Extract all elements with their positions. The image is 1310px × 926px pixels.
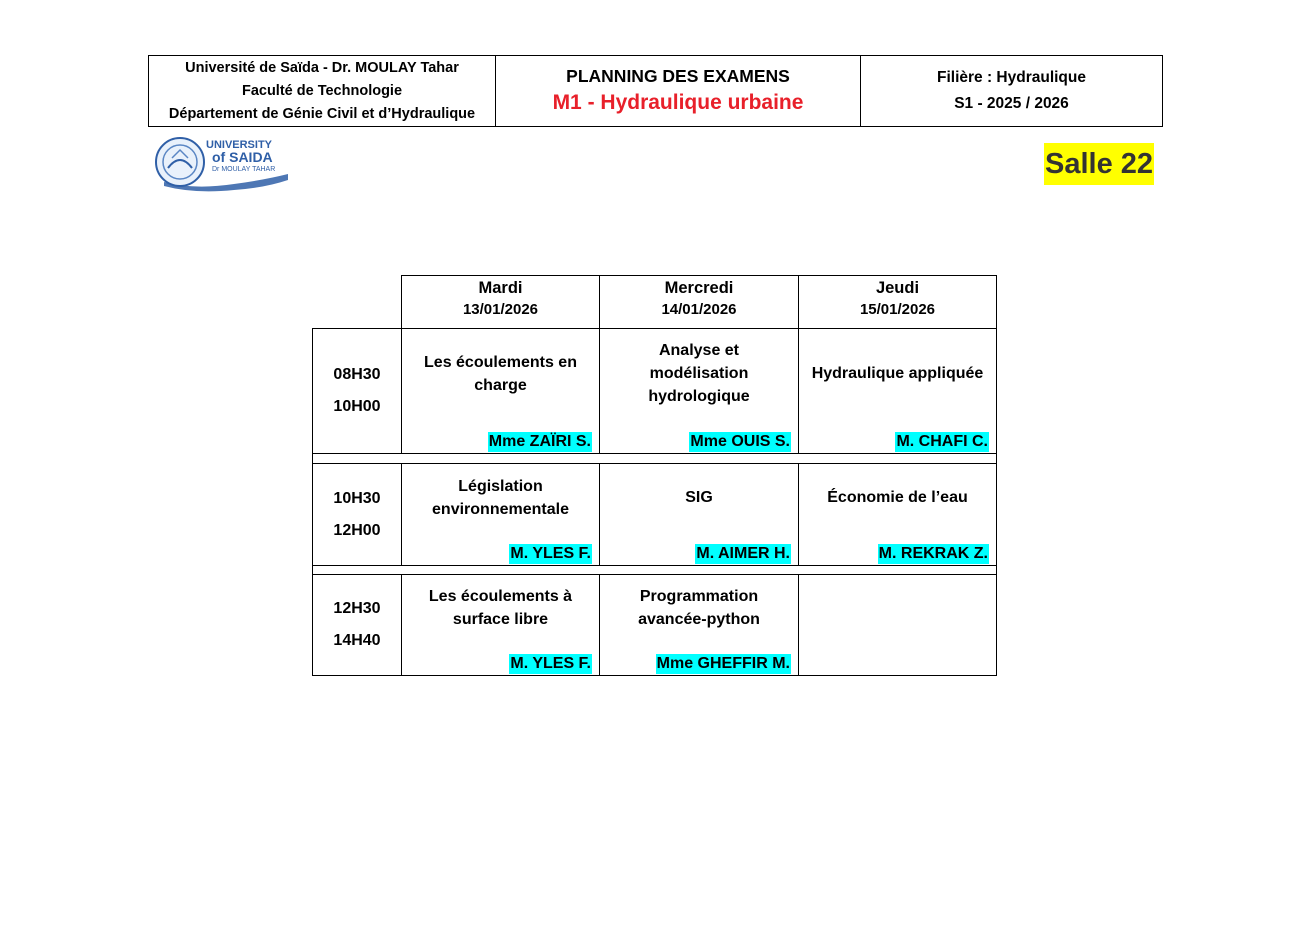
day-date: 14/01/2026 [661,301,737,318]
exam-cell [401,328,600,454]
exam-cell [599,574,799,676]
exam-cell [401,574,600,676]
time-start: 08H30 [333,366,381,383]
time-end: 12H00 [333,521,381,539]
title-block [496,56,861,126]
day-header-tuesday [401,275,600,329]
university-logo [154,134,290,192]
program-info-block [861,56,1162,126]
university-name: Université de Saïda - Dr. MOULAY Tahar [185,59,459,76]
exam-cell-empty [798,574,997,676]
exam-subject: Les écoulements en charge [424,354,577,394]
filiere-label: Filière : Hydraulique [936,69,1086,86]
day-name: Jeudi [875,279,920,297]
time-start: 10H30 [333,489,381,507]
exam-professor: Mme GHEFFIR M. [656,655,790,672]
day-date: 15/01/2026 [859,301,936,318]
logo-line-1: UNIVERSITY [206,139,273,151]
exam-cell [798,463,997,566]
institution-block [149,56,496,126]
exam-professor: Mme ZAÏRI S. [488,433,591,450]
day-header-thursday [798,275,997,329]
exam-cell [599,328,799,454]
time-end: 10H00 [333,398,381,415]
exam-subject: Législation environnementale [432,478,569,518]
exam-professor: M. REKRAK Z. [878,545,988,562]
exam-professor: M. CHAFI C. [896,433,988,450]
faculty-name: Faculté de Technologie [241,82,403,99]
exam-cell [798,328,997,454]
day-name: Mercredi [664,279,734,297]
exam-professor: M. YLES F. [510,545,591,562]
exam-subject: Hydraulique appliquée [811,365,984,382]
day-header-wednesday [599,275,799,329]
program-title: M1 - Hydraulique urbaine [552,91,804,114]
time-start: 12H30 [333,600,381,617]
department-name: Département de Génie Civil et d’Hydraulique [168,105,476,122]
exam-subject: Économie de l’eau [827,489,968,506]
exam-professor: Mme OUIS S. [690,433,790,450]
time-slot-2 [312,463,402,566]
exam-subject: Programmation avancée-python [638,588,760,628]
document-header [148,55,1163,127]
semester-label: S1 - 2025 / 2026 [954,95,1069,112]
time-slot-3 [312,574,402,676]
day-date: 13/01/2026 [462,301,539,318]
exam-professor: M. AIMER H. [696,545,790,562]
exam-cell [599,463,799,566]
room-badge: Salle 22 [1044,143,1154,185]
logo-line-2: of SAIDA [212,149,273,165]
planning-title: PLANNING DES EXAMENS [566,66,790,86]
exam-subject: Analyse et modélisation hydrologique [648,342,750,405]
day-name: Mardi [478,279,523,297]
exam-subject: SIG [685,489,713,506]
exam-subject: Les écoulements à surface libre [428,588,573,628]
exam-cell [401,463,600,566]
logo-line-3: Dr MOULAY TAHAR [212,166,276,173]
exam-professor: M. YLES F. [510,655,591,672]
time-end: 14H40 [333,632,381,649]
time-slot-1 [312,328,402,454]
